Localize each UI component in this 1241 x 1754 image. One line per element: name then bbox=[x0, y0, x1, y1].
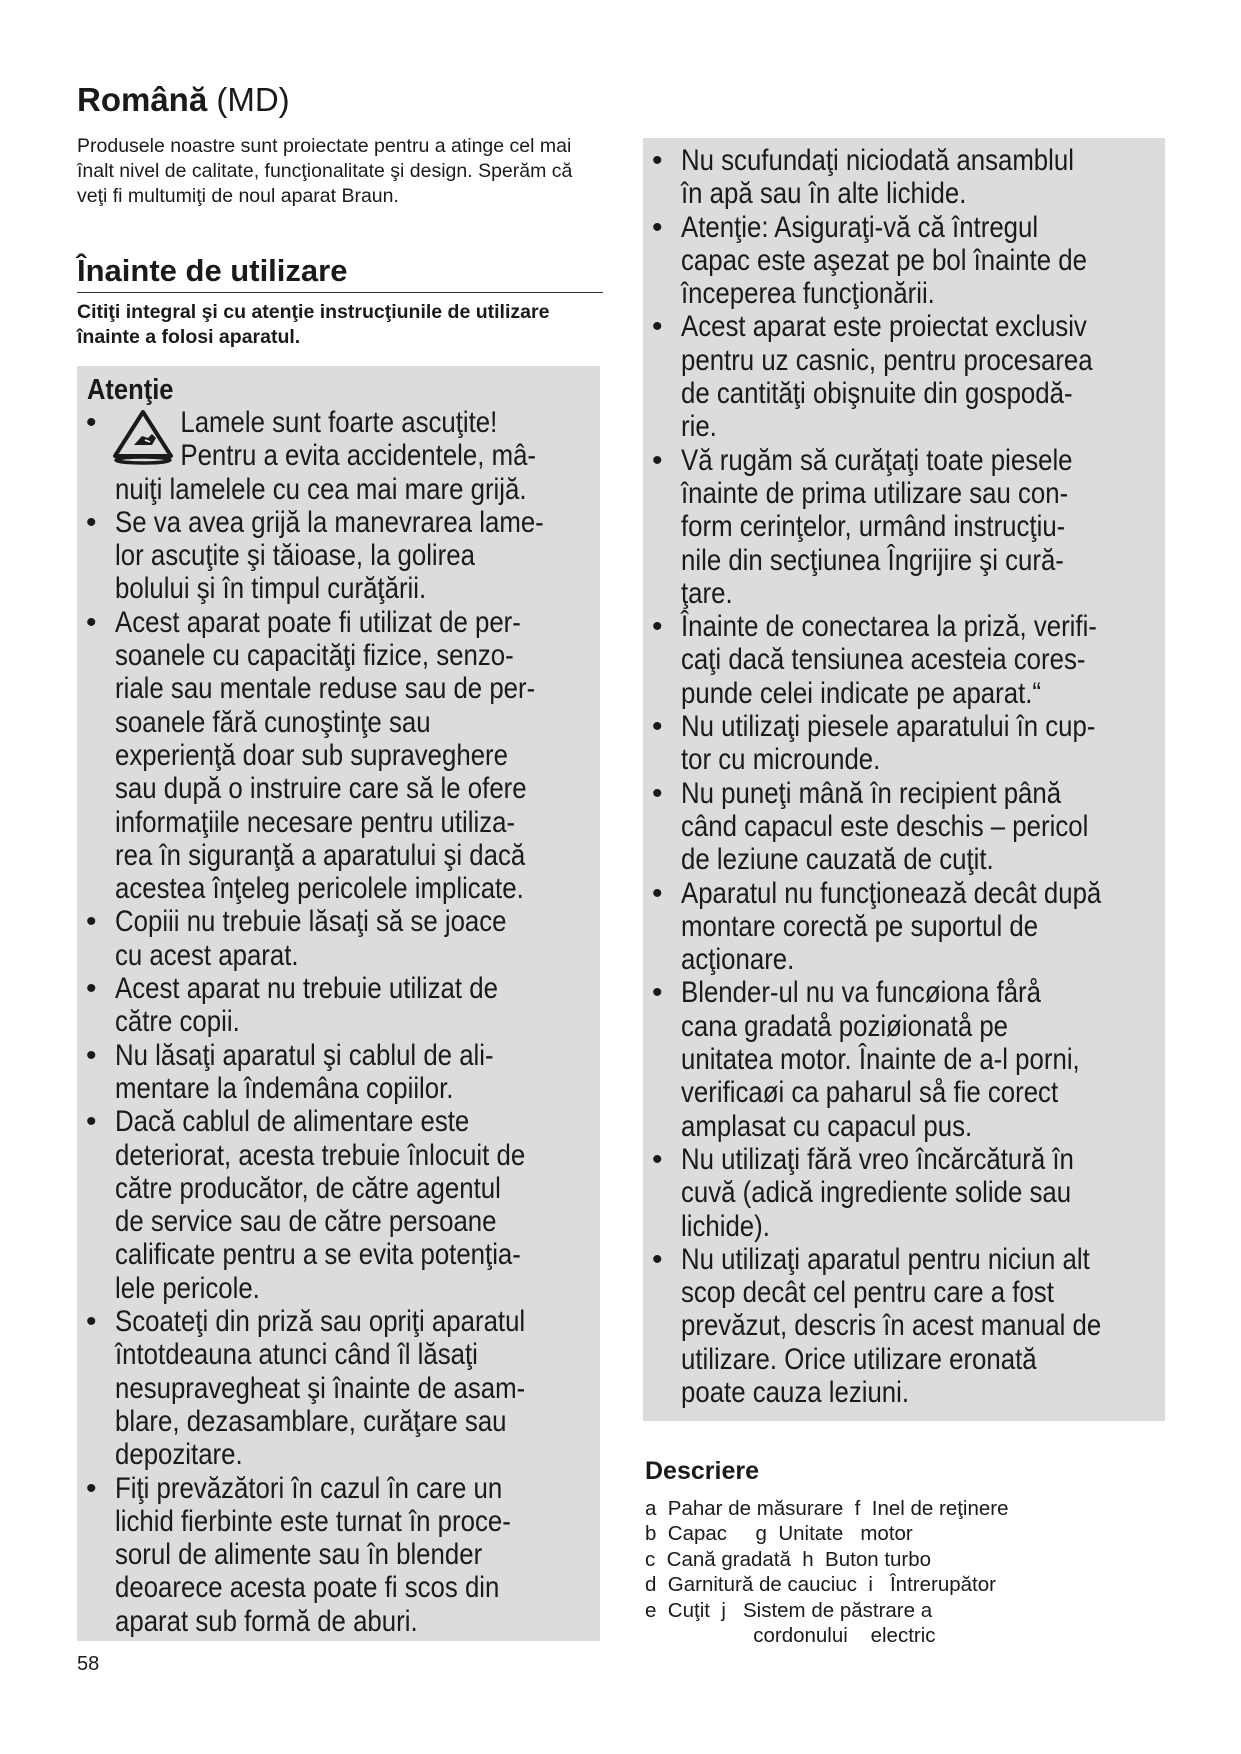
list-item-line: cana gradatå poziøionatå pe bbox=[681, 1009, 1009, 1043]
list-item bbox=[652, 310, 1241, 443]
list-item-line: de cantităţi obişnuite din gospodă- bbox=[681, 377, 1073, 411]
list-item-line: Scoateţi din priză sau opriţi aparatul bbox=[115, 1305, 526, 1339]
list-item-line: Acest aparat nu trebuie utilizat de bbox=[115, 972, 498, 1006]
description-row: a Pahar de măsurare f Inel de reţinere bbox=[645, 1497, 1009, 1520]
list-item bbox=[86, 1039, 671, 1106]
list-item bbox=[86, 1105, 671, 1305]
list-item-line: mentare la îndemâna copiilor. bbox=[115, 1071, 454, 1105]
warning-line: Pentru a evita accidentele, mâ- bbox=[180, 439, 537, 473]
description-title: Descriere bbox=[645, 1457, 759, 1485]
list-item-line: blare, dezasamblare, curăţare sau bbox=[115, 1404, 507, 1438]
list-item bbox=[652, 877, 1241, 977]
list-item-line: tor cu microunde. bbox=[681, 743, 881, 777]
description-row: e Cuţit j Sistem de păstrare a bbox=[645, 1598, 933, 1622]
bullet: • bbox=[652, 443, 663, 477]
list-item bbox=[652, 444, 1241, 610]
list-item-line: Blender-ul nu va funcøiona fårå bbox=[681, 976, 1041, 1010]
list-item-line: rea în siguranţă a aparatului şi dacă bbox=[115, 838, 526, 872]
page-title bbox=[77, 80, 290, 120]
list-item bbox=[652, 211, 1241, 311]
section-subtitle: Citiţi integral şi cu atenţie instrucţiunile de utilizare înainte a folosi aparatul. bbox=[77, 301, 550, 348]
list-item-line: Atenţie: Asiguraţi-vă că întregul bbox=[681, 210, 1039, 244]
bullet: • bbox=[86, 406, 97, 439]
list-item-line: capac este aşezat pe bol înainte de bbox=[681, 243, 1087, 277]
list-item-line: verificaøi ca paharul så fie corect bbox=[681, 1076, 1059, 1110]
list-item-line: lele pericole. bbox=[115, 1271, 260, 1305]
list-item bbox=[652, 1243, 1241, 1409]
list-item-line: de service sau de către persoane bbox=[115, 1205, 497, 1239]
list-item-line: deteriorat, acesta trebuie înlocuit de bbox=[115, 1138, 526, 1172]
attention-list-right bbox=[652, 144, 1241, 1409]
list-item-line: Nu utilizaţi fără vreo încărcătură în bbox=[681, 1142, 1074, 1176]
bullet: • bbox=[86, 972, 97, 1006]
list-item-warning bbox=[86, 406, 671, 506]
list-item bbox=[652, 610, 1241, 710]
list-item-line: sorul de alimente sau în blender bbox=[115, 1538, 483, 1572]
list-item-line: utilizare. Orice utilizare eronată bbox=[681, 1342, 1037, 1376]
list-item-line: în apă sau în alte lichide. bbox=[681, 177, 967, 211]
list-item-line: Nu scufundaţi niciodată ansamblul bbox=[681, 144, 1074, 177]
list-item-line: nesupravegheat şi înainte de asam- bbox=[115, 1371, 526, 1405]
list-item-line: întotdeauna atunci când îl lăsaţi bbox=[115, 1338, 478, 1372]
list-item-line: informaţiile necesare pentru utiliza- bbox=[115, 805, 516, 839]
page-number: 58 bbox=[77, 1653, 100, 1675]
list-item-line: acţionare. bbox=[681, 943, 795, 977]
list-item-line: amplasat cu capacul pus. bbox=[681, 1109, 973, 1143]
list-item-line: lor ascuţite şi tăioase, la golirea bbox=[115, 539, 475, 573]
list-item-line: sau după o instruire care să le ofere bbox=[115, 772, 527, 806]
list-item-line: prevăzut, descris în acest manual de bbox=[681, 1309, 1102, 1343]
list-item-line: rie. bbox=[681, 410, 717, 444]
bullet: • bbox=[652, 876, 663, 910]
list-item bbox=[652, 976, 1241, 1142]
list-item-line: punde celei indicate pe aparat.“ bbox=[681, 676, 1042, 710]
list-item-line: Nu utilizaţi piesele aparatului în cup- bbox=[681, 710, 1096, 744]
list-item-line: începerea funcţionării. bbox=[681, 277, 935, 311]
title-region: (MD) bbox=[216, 81, 290, 118]
list-item-line: deoarece acesta poate fi scos din bbox=[115, 1571, 500, 1605]
list-item-line: Acest aparat este proiectat exclusiv bbox=[681, 310, 1087, 344]
list-item-line: Aparatul nu funcţionează decât după bbox=[681, 876, 1102, 910]
list-item-line: unitatea motor. Înainte de a-l porni, bbox=[681, 1043, 1080, 1077]
list-item-line: Acest aparat poate fi utilizat de per- bbox=[115, 605, 521, 639]
list-item-line: Dacă cablul de alimentare este bbox=[115, 1105, 470, 1139]
list-item-line: către producător, de către agentul bbox=[115, 1171, 501, 1205]
list-item-line: Nu utilizaţi aparatul pentru niciun alt bbox=[681, 1242, 1090, 1276]
bullet: • bbox=[652, 1242, 663, 1276]
list-item-line: soanele fără cunoştinţe sau bbox=[115, 705, 431, 739]
section-divider bbox=[77, 292, 603, 293]
attention-list-left bbox=[86, 406, 671, 1638]
list-item-line: form cerinţelor, urmând instrucţiu- bbox=[681, 510, 1066, 544]
list-item-line: Se va avea grijă la manevrarea lame- bbox=[115, 505, 544, 539]
section-title: Înainte de utilizare bbox=[77, 253, 348, 288]
bullet: • bbox=[86, 1471, 97, 1505]
list-item bbox=[86, 506, 671, 606]
list-item bbox=[86, 606, 671, 906]
list-item-line: lichid fierbinte este turnat în proce- bbox=[115, 1504, 511, 1538]
list-item-line: experienţă doar sub supraveghere bbox=[115, 738, 509, 772]
bullet: • bbox=[652, 144, 663, 177]
bullet: • bbox=[652, 776, 663, 810]
list-item-line: calificate pentru a se evita potenţia- bbox=[115, 1238, 521, 1272]
list-item-line: de leziune cauzată de cuţit. bbox=[681, 843, 994, 877]
bullet: • bbox=[86, 1305, 97, 1339]
list-item-line: riale sau mentale reduse sau de per- bbox=[115, 672, 536, 706]
list-item-line: lichide). bbox=[681, 1209, 770, 1243]
description-row: d Garnitură de cauciuc i Întrerupător bbox=[645, 1573, 996, 1597]
bullet: • bbox=[652, 710, 663, 744]
list-item bbox=[86, 972, 671, 1039]
list-item-line: caţi dacă tensiunea acesteia cores- bbox=[681, 643, 1086, 677]
list-item bbox=[86, 1472, 671, 1638]
list-item-line: depozitare. bbox=[115, 1438, 243, 1472]
list-item-line: bolului şi în timpul curăţării. bbox=[115, 572, 427, 606]
list-item-line: Nu lăsaţi aparatul şi cablul de ali- bbox=[115, 1038, 494, 1072]
list-item-line: poate cauza leziuni. bbox=[681, 1375, 910, 1409]
title-language: Română bbox=[77, 81, 208, 118]
list-item bbox=[86, 905, 671, 972]
list-item-line: Copiii nu trebuie lăsaţi să se joace bbox=[115, 905, 507, 939]
list-item-line: scop decât cel pentru care a fost bbox=[681, 1276, 1054, 1310]
list-item-line: pentru uz casnic, pentru procesarea bbox=[681, 343, 1093, 377]
list-item-line: cu acest aparat. bbox=[115, 938, 299, 972]
list-item-line: aparat sub formă de aburi. bbox=[115, 1604, 418, 1638]
description-row: c Cană gradată h Buton turbo bbox=[645, 1547, 932, 1571]
description-list bbox=[645, 1496, 1205, 1648]
intro-paragraph: Produsele noastre sunt proiectate pentru a atinge cel mai înalt nivel de calitate, funcţionalitate şi design. Sperăm că veţi fi multumiţi de noul aparat Braun. bbox=[77, 135, 573, 207]
attention-title: Atenţie bbox=[87, 374, 174, 406]
bullet: • bbox=[652, 310, 663, 344]
list-item-line: cuvă (adică ingrediente solide sau bbox=[681, 1176, 1072, 1210]
list-item-line: înainte de prima utilizare sau con- bbox=[681, 476, 1069, 510]
list-item-line: Înainte de conectarea la priză, verifi- bbox=[681, 610, 1097, 644]
list-item-line: ţare. bbox=[681, 576, 733, 610]
list-item-line: acestea înţeleg pericolele implicate. bbox=[115, 872, 524, 906]
warning-line: Lamele sunt foarte ascuţite! bbox=[180, 406, 498, 439]
bullet: • bbox=[652, 210, 663, 244]
bullet: • bbox=[86, 505, 97, 539]
bullet: • bbox=[86, 605, 97, 639]
list-item-line: soanele cu capacităţi fizice, senzo- bbox=[115, 639, 514, 673]
list-item-line: Vă rugăm să curăţaţi toate piesele bbox=[681, 443, 1073, 477]
bullet: • bbox=[86, 1038, 97, 1072]
bullet: • bbox=[652, 1142, 663, 1176]
bullet: • bbox=[86, 905, 97, 939]
list-item-line: către copii. bbox=[115, 1005, 240, 1039]
list-item-line: nile din secţiunea Îngrijire şi cură- bbox=[681, 543, 1064, 577]
list-item bbox=[652, 710, 1241, 777]
list-item-line: Nu puneţi mână în recipient până bbox=[681, 776, 1062, 810]
bullet: • bbox=[86, 1105, 97, 1139]
bullet-list-right bbox=[652, 144, 1241, 1409]
list-item bbox=[652, 1143, 1241, 1243]
warning-line: nuiţi lamelele cu cea mai mare grijă. bbox=[115, 472, 527, 506]
list-item bbox=[86, 1305, 671, 1471]
list-item bbox=[652, 144, 1241, 211]
description-row: cordonului electric bbox=[645, 1624, 936, 1648]
description-row: b Capac g Unitate motor bbox=[645, 1522, 913, 1546]
list-item-line: Fiţi prevăzători în cazul în care un bbox=[115, 1471, 503, 1505]
bullet: • bbox=[652, 610, 663, 644]
list-item-line: montare corectă pe suportul de bbox=[681, 909, 1039, 943]
list-item bbox=[652, 777, 1241, 877]
bullet-list-left bbox=[86, 506, 671, 1638]
list-item-line: când capacul este deschis – pericol bbox=[681, 809, 1089, 843]
bullet: • bbox=[652, 976, 663, 1010]
